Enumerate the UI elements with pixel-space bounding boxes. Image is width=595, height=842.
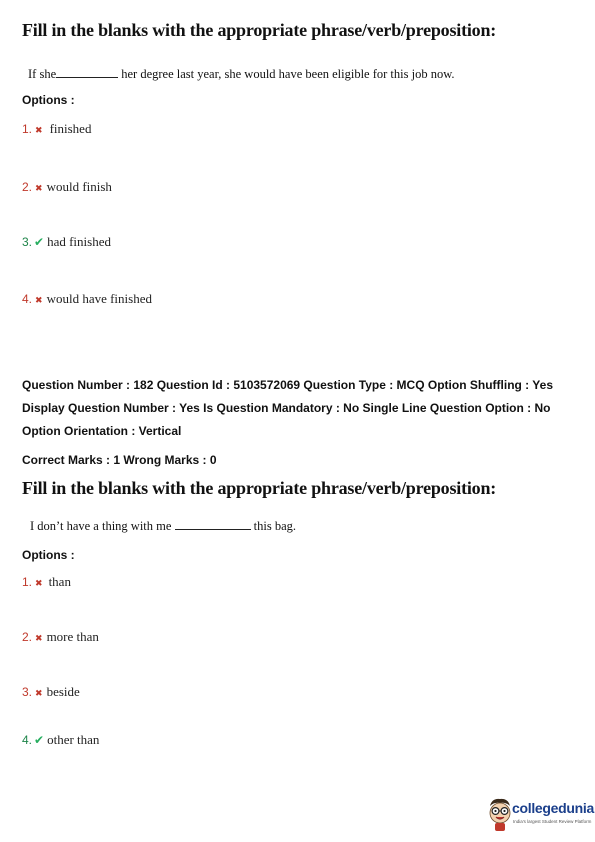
option-item: [22, 732, 99, 748]
question-text-after: her degree last year, she would have been eligible for this job now.: [121, 67, 455, 81]
collegedunia-logo: [486, 796, 592, 834]
option-text: than: [48, 574, 71, 589]
cross-icon: ✖: [35, 183, 43, 193]
check-icon: ✔: [34, 235, 45, 249]
option-number: 2.: [22, 630, 33, 644]
question-text-after: this bag.: [253, 519, 297, 533]
option-item: [22, 629, 99, 645]
cross-icon: ✖: [35, 295, 43, 305]
option-text: more than: [46, 629, 99, 644]
question-heading: Fill in the blanks with the appropriate phrase/verb/preposition:: [22, 478, 497, 498]
options-label: Options :: [22, 93, 75, 107]
options-label: Options :: [22, 548, 75, 562]
question-text: [28, 66, 455, 82]
meta-line: Display Question Number : Yes Is Question Mandatory : No Single Line Question Option : No: [22, 401, 551, 415]
answer-blank: [56, 66, 118, 78]
brand-tagline: India's largest Student Review Platform: [513, 819, 592, 824]
option-text: would have finished: [46, 291, 152, 306]
option-number: 4.: [22, 292, 33, 306]
option-item: [22, 179, 112, 195]
option-number: 2.: [22, 180, 33, 194]
option-text: had finished: [47, 234, 111, 249]
question-text-before: I don’t have a thing with me: [30, 519, 172, 533]
option-text: would finish: [46, 179, 112, 194]
question-text-before: If she: [28, 67, 57, 81]
question-heading: Fill in the blanks with the appropriate phrase/verb/preposition:: [22, 20, 497, 40]
cross-icon: ✖: [35, 688, 43, 698]
meta-line: Question Number : 182 Question Id : 5103572069 Question Type : MCQ Option Shuffling : Yes: [22, 378, 553, 392]
question-meta: [22, 374, 553, 443]
option-number: 4.: [22, 733, 33, 747]
cross-icon: ✖: [35, 578, 43, 588]
option-text: other than: [47, 732, 100, 747]
cross-icon: ✖: [35, 125, 43, 135]
option-item: [22, 121, 91, 137]
option-item: [22, 574, 71, 590]
marks-line: Correct Marks : 1 Wrong Marks : 0: [22, 453, 217, 467]
option-item: [22, 684, 80, 700]
option-number: 1.: [22, 122, 33, 136]
option-text: beside: [46, 684, 80, 699]
option-text: finished: [49, 121, 92, 136]
question-text: [30, 518, 296, 534]
option-number: 3.: [22, 235, 33, 249]
meta-line: Option Orientation : Vertical: [22, 424, 182, 438]
brand-name: collegedunia: [512, 800, 594, 816]
mascot-face-icon: [486, 796, 514, 834]
option-item: [22, 234, 111, 250]
option-number: 3.: [22, 685, 33, 699]
cross-icon: ✖: [35, 633, 43, 643]
answer-blank: [175, 518, 251, 530]
check-icon: ✔: [34, 733, 45, 747]
option-item: [22, 291, 152, 307]
option-number: 1.: [22, 575, 33, 589]
